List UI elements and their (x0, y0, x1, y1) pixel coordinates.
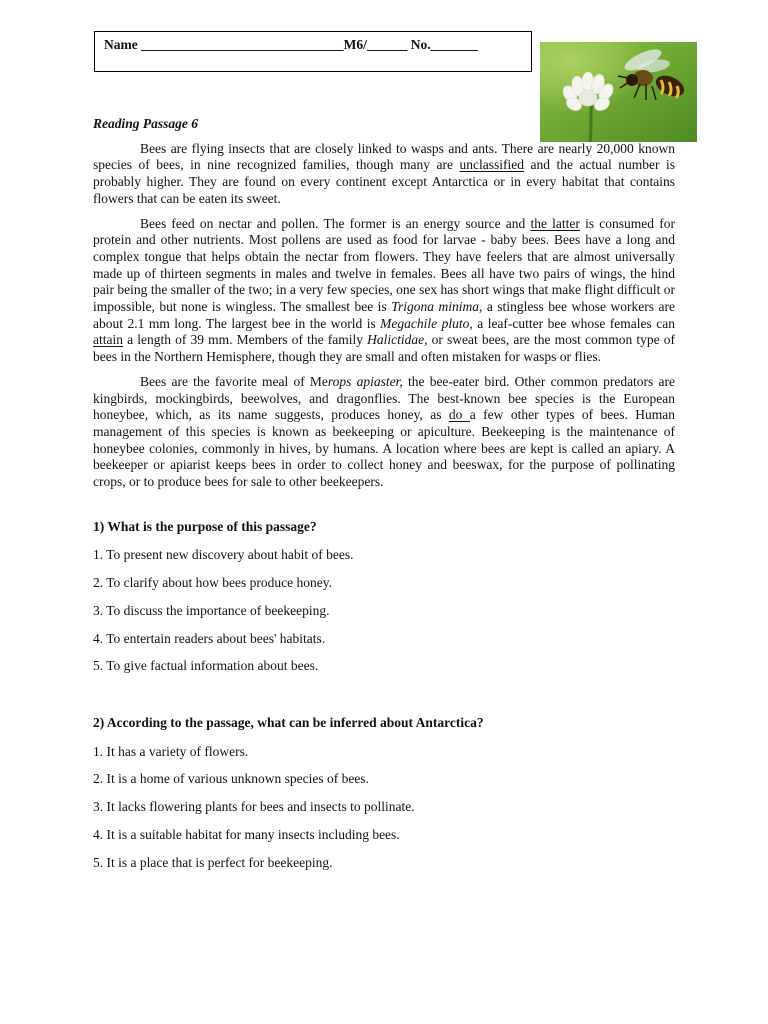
paragraph-2: Bees feed on nectar and pollen. The former is an energy source and the latter is consumed for protein and other nutrients. Most pollens are used as food for larvae - baby bees. Bees have a long and complex tongue that helps obtain the nectar from flowers. They have feelers that are almost universally made up of thirteen segments in males and twelve in females. Bees all have two pairs of wings, the hind pair being the smaller of the two; in a very few species, one sex has short wings that make flight difficult or impossible, but none is wingless. The smallest bee is Trigona minima, a stingless bee whose workers are about 2.1 mm long. The largest bee in the world is Megachile pluto, a leaf-cutter bee whose females can attain a length of 39 mm. Members of the family Halictidae, or sweat bees, are the most common type of bees in the Northern Hemisphere, though they are small and often mistaken for wasps or flies. (93, 215, 675, 365)
question-1: 1) What is the purpose of this passage? (93, 518, 317, 534)
question-2: 2) According to the passage, what can be inferred about Antarctica? (93, 714, 484, 730)
name-box (94, 31, 532, 72)
question-1-option-5: 5. To give factual information about bees. (93, 658, 319, 674)
question-1-option-2: 2. To clarify about how bees produce honey. (93, 575, 332, 591)
main-content (93, 116, 675, 871)
question-2-option-1: 1. It has a variety of flowers. (93, 743, 249, 759)
question-2-option-4: 4. It is a suitable habitat for many insects including bees. (93, 826, 400, 842)
name-line: Name ______________________________M6/______ No._______ (104, 37, 478, 52)
question-1-option-3: 3. To discuss the importance of beekeeping. (93, 602, 330, 618)
paragraph-3: Bees are the favorite meal of Merops apiaster, the bee-eater bird. Other common predators are kingbirds, mockingbirds, beewolves, and dragonflies. The best-known bee species is the European honeybee, which, as its name suggests, produces honey, as do a few other types of bees. Human management of this species is known as beekeeping or apiculture. Beekeeping is the maintenance of honeybee colonies, commonly in hives, by humans. A location where bees are kept is called an apiary. A beekeeper or apiarist keeps bees in order to collect honey and beeswax, for the purpose of pollinating crops, or to produce bees for sale to other beekeepers. (93, 373, 675, 490)
question-2-option-5: 5. It is a place that is perfect for beekeeping. (93, 854, 333, 870)
question-1-option-4: 4. To entertain readers about bees' habitats. (93, 630, 326, 646)
question-1-option-1: 1. To present new discovery about habit of bees. (93, 547, 354, 563)
passage-title: Reading Passage 6 (93, 116, 199, 131)
paragraph-1: Bees are flying insects that are closely linked to wasps and ants. There are nearly 20,000 known species of bees, in nine recognized families, though many are unclassified and the actual number is probably higher. They are found on every continent except Antarctica or in every habitat that contains flowers that can be eaten its sweet. (93, 140, 675, 206)
question-2-option-3: 3. It lacks flowering plants for bees and insects to pollinate. (93, 799, 415, 815)
question-2-option-2: 2. It is a home of various unknown species of bees. (93, 771, 369, 787)
